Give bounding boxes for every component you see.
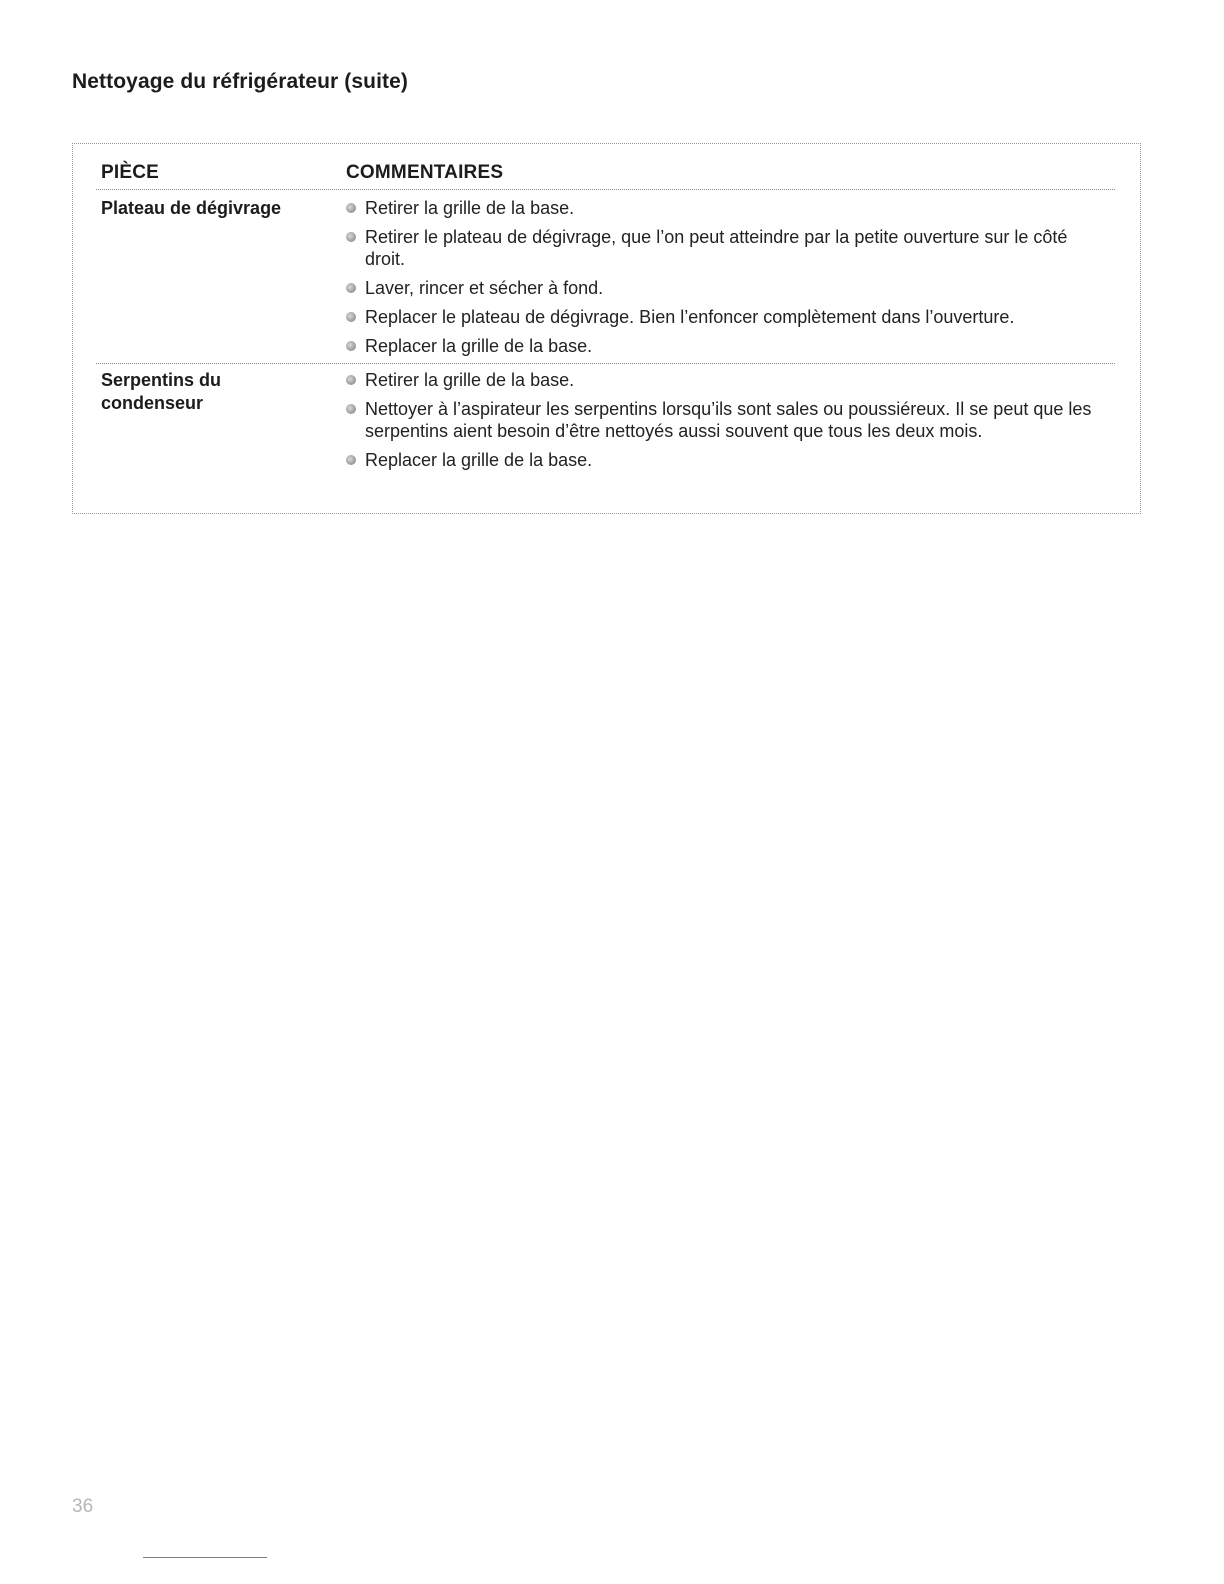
bullet-dot-icon — [346, 232, 356, 242]
comment-text: Replacer le plateau de dégivrage. Bien l’enfoncer complètement dans l’ouverture. — [365, 307, 1015, 327]
part-name-line: Serpentins du — [101, 370, 222, 390]
comment-item — [345, 226, 1105, 270]
part-name-line: condenseur — [101, 393, 204, 413]
column-header-piece: PIÈCE — [101, 162, 160, 183]
header-divider — [96, 189, 1115, 190]
row-divider — [96, 363, 1115, 364]
comment-text: Nettoyer à l’aspirateur les serpentins lorsqu’ils sont sales ou poussiéreux. Il se peut que les serpentins aient besoin d’être nettoyés aussi souvent que tous les deux mois. — [365, 399, 1092, 441]
comment-item — [345, 369, 1105, 391]
comment-text: Laver, rincer et sécher à fond. — [365, 278, 604, 298]
comment-item — [345, 306, 1105, 328]
comment-text: Retirer la grille de la base. — [365, 198, 575, 218]
bullet-dot-icon — [346, 455, 356, 465]
comment-text: Retirer la grille de la base. — [365, 370, 575, 390]
part-name-line: Plateau de dégivrage — [101, 198, 282, 218]
part-name-condenser-coils — [101, 369, 301, 415]
page-title: Nettoyage du réfrigérateur (suite) — [72, 70, 408, 93]
comment-text: Replacer la grille de la base. — [365, 336, 593, 356]
page-number: 36 — [72, 1496, 94, 1517]
bullet-dot-icon — [346, 375, 356, 385]
comment-item — [345, 449, 1105, 471]
bullet-dot-icon — [346, 312, 356, 322]
comment-item — [345, 335, 1105, 357]
comments-list-defrost-pan — [345, 197, 1105, 364]
part-name-defrost-pan — [101, 197, 281, 220]
bullet-dot-icon — [346, 203, 356, 213]
bullet-dot-icon — [346, 283, 356, 293]
comments-list-condenser-coils — [345, 369, 1105, 478]
footer-link-underline[interactable] — [143, 1557, 267, 1558]
comment-item — [345, 398, 1105, 442]
bullet-dot-icon — [346, 341, 356, 351]
comment-item — [345, 277, 1105, 299]
comment-item — [345, 197, 1105, 219]
comment-text: Replacer la grille de la base. — [365, 450, 593, 470]
bullet-dot-icon — [346, 404, 356, 414]
column-header-comments: COMMENTAIRES — [346, 162, 504, 183]
comment-text: Retirer le plateau de dégivrage, que l’on peut atteindre par la petite ouverture sur le côté droit. — [365, 227, 1068, 269]
